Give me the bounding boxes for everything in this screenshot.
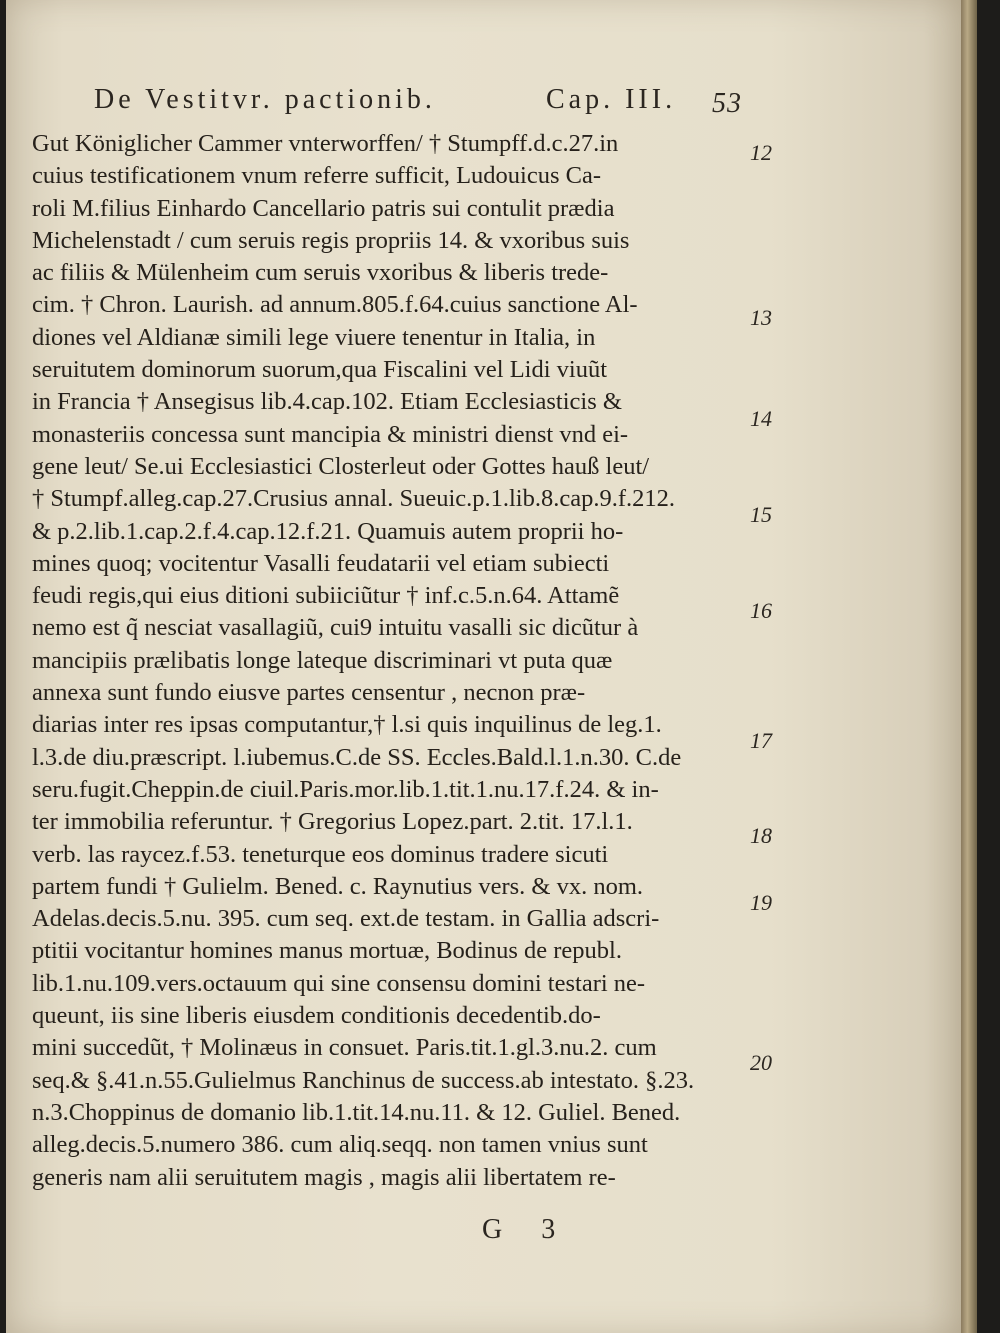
margin-note-number: 16 [750, 598, 772, 623]
text-line: alleg.decis.5.numero 386. cum aliq.seqq. non tamen vnius sunt [32, 1131, 648, 1159]
text-line: cim. † Chron. Laurish. ad annum.805.f.64.cuius sanctione Al- [32, 291, 638, 319]
page-edge [961, 0, 977, 1333]
text-line: seq.& §.41.n.55.Gulielmus Ranchinus de success.ab intestato. §.23. [32, 1066, 695, 1094]
text-line: annexa sunt fundo eiusve partes censentur , necnon præ- [32, 679, 586, 707]
text-line: & p.2.lib.1.cap.2.f.4.cap.12.f.21. Quamuis autem proprii ho- [32, 517, 624, 545]
margin-note-number: 19 [750, 890, 772, 915]
text-line: mancipiis prælibatis longe lateque discriminari vt puta quæ [32, 646, 613, 674]
margin-note-number: 17 [750, 728, 772, 753]
margin-note-number: 14 [750, 406, 772, 431]
margin-note-number: 20 [750, 1050, 772, 1075]
text-line: generis nam alii seruitutem magis , magis alii libertatem re- [32, 1163, 616, 1191]
margin-note-number: 13 [750, 305, 772, 330]
text-line: diones vel Aldianæ simili lege viuere tenentur in Italia, in [32, 323, 596, 351]
text-line: l.3.de diu.præscript. l.iubemus.C.de SS. Eccles.Bald.l.1.n.30. C.de [32, 743, 682, 771]
signature-mark: G 3 [482, 1214, 572, 1245]
text-line: ter immobilia referuntur. † Gregorius Lopez.part. 2.tit. 17.l.1. [32, 808, 633, 836]
text-line: mines quoq; vocitentur Vasalli feudatarii vel etiam subiecti [32, 549, 610, 577]
text-line: feudi regis,qui eius ditioni subiiciũtur † inf.c.5.n.64. Attamẽ [32, 582, 620, 610]
text-line: roli M.filius Einhardo Cancellario patris sui contulit prædia [32, 194, 615, 222]
margin-note-number: 12 [750, 140, 772, 165]
margin-note-number: 18 [750, 823, 772, 848]
text-line: gene leut/ Se.ui Ecclesiastici Closterleut oder Gottes hauß leut/ [32, 452, 650, 480]
text-line: ac filiis & Mülenheim cum seruis vxoribus & liberis trede- [32, 259, 609, 287]
page-number: 53 [712, 88, 742, 119]
text-line: diarias inter res ipsas computantur,† l.si quis inquilinus de leg.1. [32, 711, 662, 739]
text-line: lib.1.nu.109.vers.octauum qui sine consensu domini testari ne- [32, 969, 646, 997]
text-line: † Stumpf.alleg.cap.27.Crusius annal. Sueuic.p.1.lib.8.cap.9.f.212. [32, 485, 676, 513]
text-line: seruitutem dominorum suorum,qua Fiscalini vel Lidi viuũt [32, 356, 608, 384]
margin-note-number: 15 [750, 502, 772, 527]
text-line: Adelas.decis.5.nu. 395. cum seq. ext.de testam. in Gallia adscri- [32, 905, 660, 933]
text-line: mini succedũt, † Molinæus in consuet. Paris.tit.1.gl.3.nu.2. cum [32, 1034, 657, 1062]
text-line: cuius testificationem vnum referre sufficit, Ludouicus Ca- [32, 162, 602, 190]
text-line: seru.fugit.Cheppin.de ciuil.Paris.mor.lib.1.tit.1.nu.17.f.24. & in- [32, 775, 659, 803]
text-line: in Francia † Ansegisus lib.4.cap.102. Etiam Ecclesiasticis & [32, 388, 622, 416]
text-line: verb. las raycez.f.53. teneturque eos dominus tradere sicuti [32, 840, 609, 868]
text-line: nemo est q̃ nesciat vasallagiũ, cui9 intuitu vasalli sic dicũtur à [32, 614, 639, 642]
running-header [94, 84, 774, 124]
running-title: De Vestitvr. pactionib. [94, 84, 436, 115]
text-line: monasteriis concessa sunt mancipia & ministri dienst vnd ei- [32, 420, 629, 448]
text-line: partem fundi † Gulielm. Bened. c. Raynutius vers. & vx. nom. [32, 872, 644, 900]
body-text [32, 128, 742, 1194]
chapter-label: Cap. III. [546, 84, 677, 115]
text-line: Michelenstadt / cum seruis regis propriis 14. & vxoribus suis [32, 226, 630, 254]
text-line: queunt, iis sine liberis eiusdem conditionis decedentib.do- [32, 1002, 601, 1030]
text-line: ptitii vocitantur homines manus mortuæ, Bodinus de republ. [32, 937, 622, 965]
text-line: n.3.Choppinus de domanio lib.1.tit.14.nu.11. & 12. Guliel. Bened. [32, 1098, 681, 1126]
text-line: Gut Königlicher Cammer vnterworffen/ † Stumpff.d.c.27.in [32, 130, 619, 157]
